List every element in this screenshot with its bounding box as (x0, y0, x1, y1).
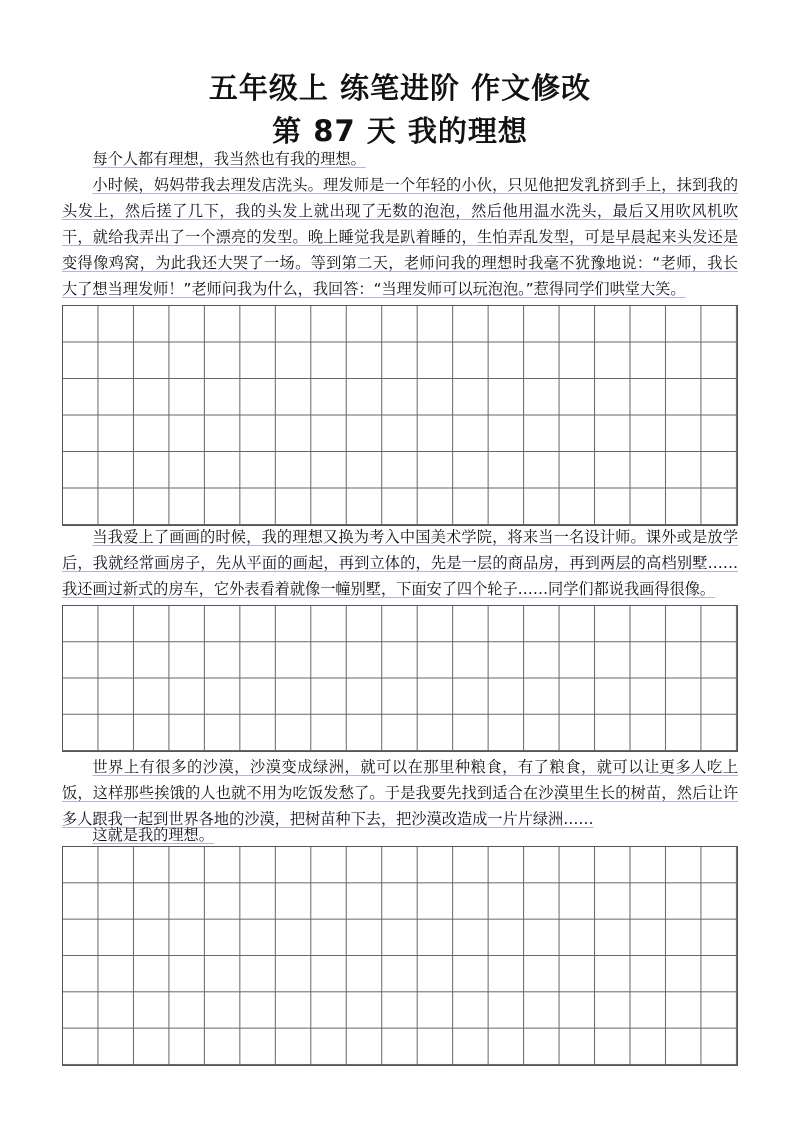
writing-grid-1[interactable] (62, 305, 738, 526)
essay-paragraph-1 (62, 146, 738, 172)
essay-paragraph-3-text: 当我爱上了画画的时候，我的理想又换为考入中国美术学院，将来当一名设计师。课外或是放学后，我就经常画房子，先从平面的画起，再到立体的，先是一层的商品房，再到两层的高档别墅……我还画过新式的房车，它外表看着就像一幢别墅，下面安了四个轮子……同学们都说我画得很像。 (62, 528, 738, 598)
title-line-2: 第 87 天 我的理想 (272, 114, 528, 148)
essay-paragraph-5 (62, 822, 738, 848)
title-line-1: 五年级上 练笔进阶 作文修改 (208, 71, 592, 105)
essay-paragraph-3 (62, 524, 738, 602)
essay-paragraph-5-text: 这就是我的理想。 (92, 826, 214, 844)
essay-paragraph-1-text: 每个人都有理想，我当然也有我的理想。 (92, 150, 366, 168)
essay-paragraph-2-text: 小时候，妈妈带我去理发店洗头。理发师是一个年轻的小伙，只见他把发乳挤到手上，抹到我的头发上，然后搓了几下，我的头发上就出现了无数的泡泡，然后他用温水洗头，最后又用吹风机吹干，就给我弄出了一个漂亮的发型。晚上睡觉我是趴着睡的，生怕弄乱发型，可是早晨起来头发还是变得像鸡窝，为此我还大哭了一场。等到第二天，老师问我的理想时我毫不犹豫地说：“老师，我长大了想当理发师！”老师问我为什么，我回答：“当理发师可以玩泡泡。”惹得同学们哄堂大笑。 (62, 176, 738, 298)
essay-paragraph-4-text: 世界上有很多的沙漠，沙漠变成绿洲，就可以在那里种粮食，有了粮食，就可以让更多人吃上饭，这样那些挨饿的人也就不用为吃饭发愁了。于是我要先找到适合在沙漠里生长的树苗，然后让许多人跟我一起到世界各地的沙漠，把树苗种下去，把沙漠改造成一片片绿洲…… (62, 758, 738, 828)
writing-grid-3[interactable] (62, 846, 738, 1066)
essay-paragraph-4 (62, 754, 738, 832)
writing-grid-2[interactable] (62, 605, 738, 752)
essay-paragraph-2 (62, 172, 738, 302)
